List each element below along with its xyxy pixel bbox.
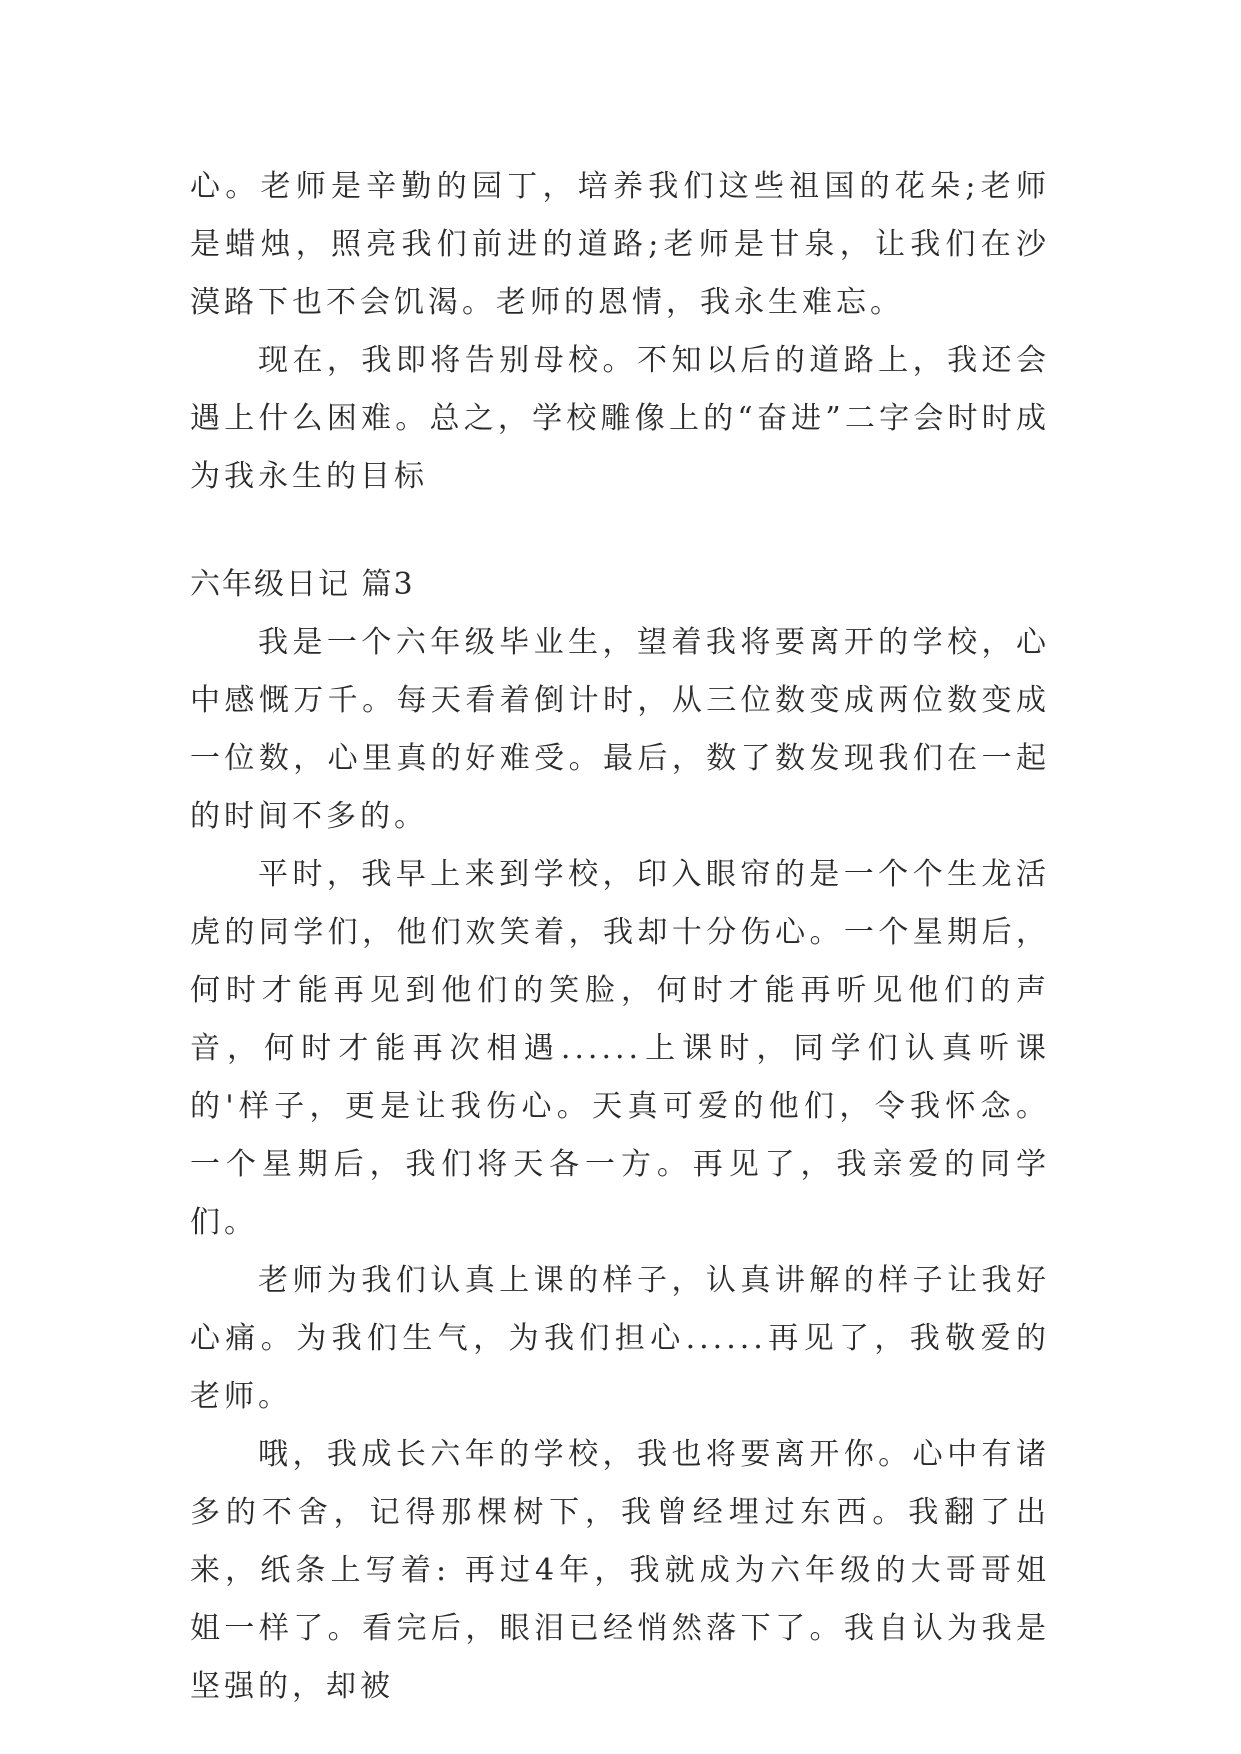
paragraph: 哦，我成长六年的学校，我也将要离开你。心中有诸多的不舍，记得那棵树下，我曾经埋过东西。我翻了出来，纸条上写着: 再过4年，我就成为六年级的大哥哥姐姐一样了。看完后，眼泪已经悄然落下了。我自认为我是坚强的，却被 xyxy=(190,1437,1050,1704)
document-body xyxy=(190,158,1050,1716)
paragraph: 现在，我即将告别母校。不知以后的道路上，我还会遇上什么困难。总之，学校雕像上的“奋进”二字会时时成为我永生的目标 xyxy=(190,343,1050,494)
paragraph: 平时，我早上来到学校，印入眼帘的是一个个生龙活虎的同学们，他们欢笑着，我却十分伤心。一个星期后，何时才能再见到他们的笑脸，何时才能再听见他们的声音，何时才能再次相遇......上课时，同学们认真听课的'样子，更是让我伤心。天真可爱的他们，令我怀念。一个星期后，我们将天各一方。再见了，我亲爱的同学们。 xyxy=(190,857,1050,1240)
paragraph-continued: 心。老师是辛勤的园丁，培养我们这些祖国的花朵;老师是蜡烛，照亮我们前进的道路;老师是甘泉，让我们在沙漠路下也不会饥渴。老师的恩情，我永生难忘。 xyxy=(190,169,1050,320)
paragraph: 我是一个六年级毕业生，望着我将要离开的学校，心中感慨万千。每天看着倒计时，从三位数变成两位数变成一位数，心里真的好难受。最后，数了数发现我们在一起的时间不多的。 xyxy=(190,625,1050,834)
section-heading: 六年级日记 篇3 xyxy=(190,567,415,602)
paragraph: 老师为我们认真上课的样子，认真讲解的样子让我好心痛。为我们生气，为我们担心......再见了，我敬爱的老师。 xyxy=(190,1263,1050,1414)
